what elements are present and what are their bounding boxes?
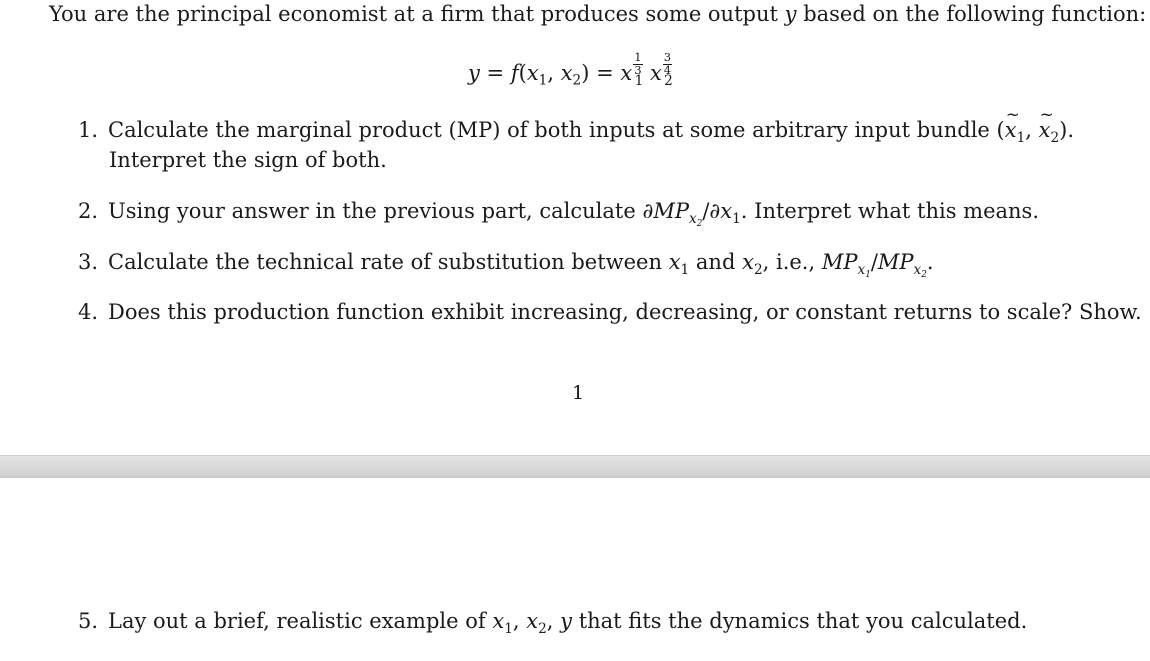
question-5: 5. Lay out a brief, realistic example of $x_1$, $x_2$, y that fits the dynamics that you calculated. bbox=[78, 609, 1028, 637]
question-2-text: Using your answer in the previous part, calculate bbox=[108, 199, 636, 223]
production-function-equation: $y = f(x_1$, $x_2) = x$ $\frac{1}{3}$ $_1$ x $\frac{3}{4}$ $_2$ bbox=[468, 50, 673, 89]
exponent-fraction-1: $\frac{1}{3}$ bbox=[634, 50, 642, 77]
question-4: 4. Does this production function exhibit increasing, decreasing, or constant returns to scale? Show. bbox=[78, 300, 1142, 324]
intro-text: You are the principal economist at a firm that produces some output bbox=[49, 2, 778, 26]
intro-paragraph bbox=[49, 2, 1146, 26]
question-2: 2. Using your answer in the previous part, calculate $\partial MP_{x_2}/\partial x_1$. Interpret what this means. bbox=[78, 199, 1040, 229]
question-1-continuation: Interpret the sign of both. bbox=[109, 148, 387, 172]
exponent-fraction-2: $\frac{3}{4}$ bbox=[663, 50, 672, 77]
question-5-text: Lay out a brief, realistic example of bbox=[108, 609, 486, 633]
page-number: 1 bbox=[572, 382, 585, 404]
intro-variable: y bbox=[784, 2, 797, 26]
question-3-text: Calculate the technical rate of substitution between bbox=[108, 250, 662, 274]
document-page-2 bbox=[0, 478, 1150, 661]
intro-tail: based on the following function: bbox=[803, 2, 1147, 26]
question-3: 3. Calculate the technical rate of substitution between $x_1$ and $x_2$, i.e., $MP_{x_1}/MP_{x_2}$. bbox=[78, 250, 934, 280]
page-separator bbox=[0, 455, 1150, 479]
question-1-text: Calculate the marginal product (MP) of both inputs at some arbitrary input bundle bbox=[108, 118, 990, 142]
question-4-text: Does this production function exhibit increasing, decreasing, or constant returns to scale? Show. bbox=[108, 300, 1142, 324]
question-1: 1. Calculate the marginal product (MP) of both inputs at some arbitrary input bundle (~ $x_1$, ~ $x_2$). bbox=[78, 118, 1074, 142]
